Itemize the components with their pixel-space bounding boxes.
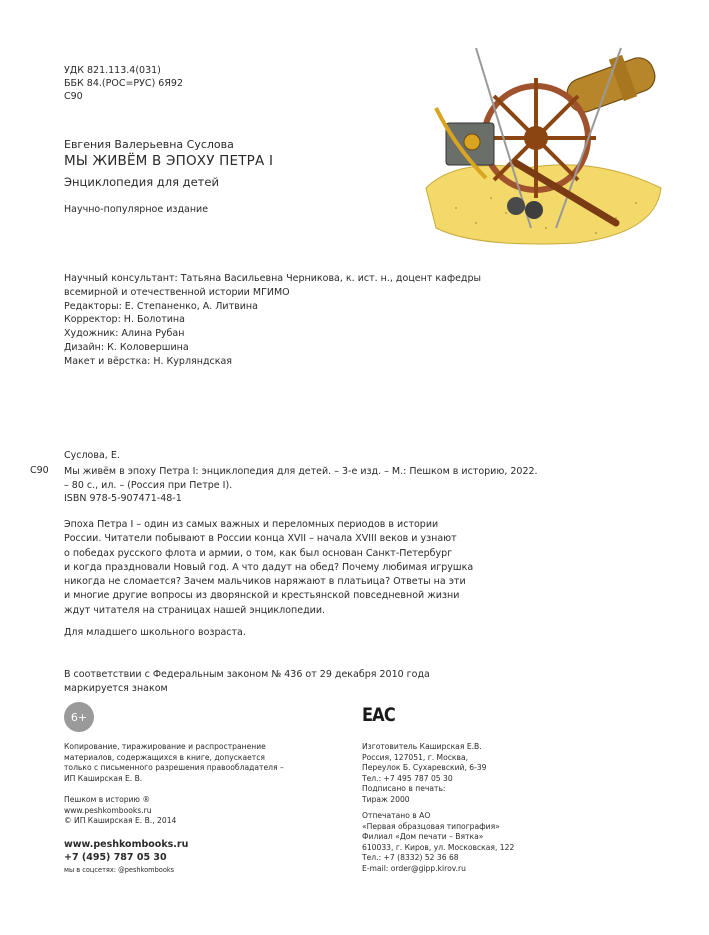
catalog-code: С90 (30, 465, 49, 476)
law-notice-line: маркируется знаком (64, 683, 168, 694)
catalog-line: – 80 с., ил. – (Россия при Петре I). (64, 479, 233, 491)
copyright-line: материалов, содержащихся в книге, допускается (64, 752, 265, 762)
credit-line: Научный консультант: Татьяна Васильевна Черникова, к. ист. н., доцент кафедры (64, 273, 482, 284)
printer-line: «Первая образцовая типография» (362, 821, 500, 831)
copyright-line: ИП Каширская Е. В. (64, 773, 143, 783)
copyright-notice (64, 742, 284, 784)
printer-line: Филиал «Дом печати – Вятка» (362, 832, 484, 842)
credit-line: Корректор: Н. Болотина (64, 314, 185, 326)
law-notice (64, 668, 430, 696)
credit-line: Художник: Алина Рубан (64, 328, 185, 340)
publisher-line: Пешком в историю ® (64, 795, 150, 804)
bbk-code: ББК 84.(РОС=РУС) 6Я92 (64, 78, 184, 89)
edition-type: Научно-популярное издание (64, 204, 209, 215)
manufacturer-line: Переулок Б. Сухаревский, 6-39 (362, 763, 487, 773)
author-mark: С90 (64, 91, 83, 102)
annotation-line: России. Читатели побывают в России конца XVII – начала XVIII веков и узнают (64, 533, 457, 545)
military-still-life-illustration (416, 38, 666, 250)
printer-line: E-mail: order@gipp.kirov.ru (362, 863, 466, 873)
classification-codes (64, 64, 183, 103)
copyright-line: только с письменного разрешения правообладателя – (64, 763, 284, 773)
author-name: Евгения Валерьевна Суслова (64, 138, 234, 151)
publisher-info (64, 795, 176, 827)
manufacturer-line: Подписано в печать: (362, 784, 446, 794)
printer-line: Отпечатано в АО (362, 811, 431, 820)
social-handle: мы в соцсетях: @peshkombooks (64, 866, 175, 874)
annotation-line: ждут читателя на страницах нашей энциклопедии. (64, 604, 326, 616)
book-title: МЫ ЖИВЁМ В ЭПОХУ ПЕТРА I (64, 153, 274, 169)
eac-mark: ЕАС (362, 704, 395, 726)
manufacturer-line: Россия, 127051, г. Москва, (362, 752, 469, 762)
publisher-contacts (64, 838, 188, 876)
printer-line: 610033, г. Киров, ул. Московская, 122 (362, 842, 515, 852)
age-recommendation: Для младшего школьного возраста. (64, 627, 246, 638)
manufacturer-info (362, 742, 487, 806)
manufacturer-line: Тел.: +7 495 787 05 30 (362, 773, 453, 783)
annotation-line: и многие другие вопросы из дворянской и крестьянской повседневной жизни (64, 590, 460, 602)
udk-code: УДК 821.113.4(031) (64, 65, 161, 76)
annotation (64, 518, 484, 618)
book-subtitle: Энциклопедия для детей (64, 175, 219, 189)
law-notice-line: В соответствии с Федеральным законом № 436 от 29 декабря 2010 года (64, 669, 430, 680)
catalog-line: Мы живём в эпоху Петра I: энциклопедия для детей. – 3-е изд. – М.: Пешком в историю, 2022. (64, 466, 538, 477)
publisher-line: www.peshkombooks.ru (64, 805, 152, 815)
annotation-line: о победах русского флота и армии, о том, как был основан Санкт-Петербург (64, 547, 453, 559)
annotation-line: и когда праздновали Новый год. А что дадут на обед? Почему любимая игрушка (64, 561, 474, 573)
printer-info (362, 811, 514, 875)
website-link: www.peshkombooks.ru (64, 839, 189, 850)
annotation-line: никогда не сломается? Зачем мальчиков наряжают в платьица? Ответы на эти (64, 576, 466, 588)
isbn: ISBN 978-5-907471-48-1 (64, 493, 182, 504)
credit-line: Макет и вёрстка: Н. Курляндская (64, 355, 233, 367)
credit-line: Дизайн: К. Коловершина (64, 341, 189, 353)
annotation-line: Эпоха Петра I – один из самых важных и переломных периодов в истории (64, 519, 439, 530)
credit-line: Редакторы: Е. Степаненко, А. Литвина (64, 300, 258, 312)
catalog-record (64, 465, 538, 506)
manufacturer-line: Изготовитель Каширская Е.В. (362, 742, 482, 751)
age-rating-badge: 6+ (64, 702, 94, 732)
manufacturer-line: Тираж 2000 (362, 794, 410, 804)
phone-number: +7 (495) 787 05 30 (64, 852, 167, 863)
credits-block (64, 272, 484, 369)
copyright-line: Копирование, тиражирование и распространение (64, 742, 266, 751)
credit-line: всемирной и отечественной истории МГИМО (64, 286, 290, 298)
publisher-line: © ИП Каширская Е. В., 2014 (64, 816, 177, 826)
catalog-author: Суслова, Е. (64, 450, 120, 461)
printer-line: Тел.: +7 (8332) 52 36 68 (362, 853, 459, 863)
